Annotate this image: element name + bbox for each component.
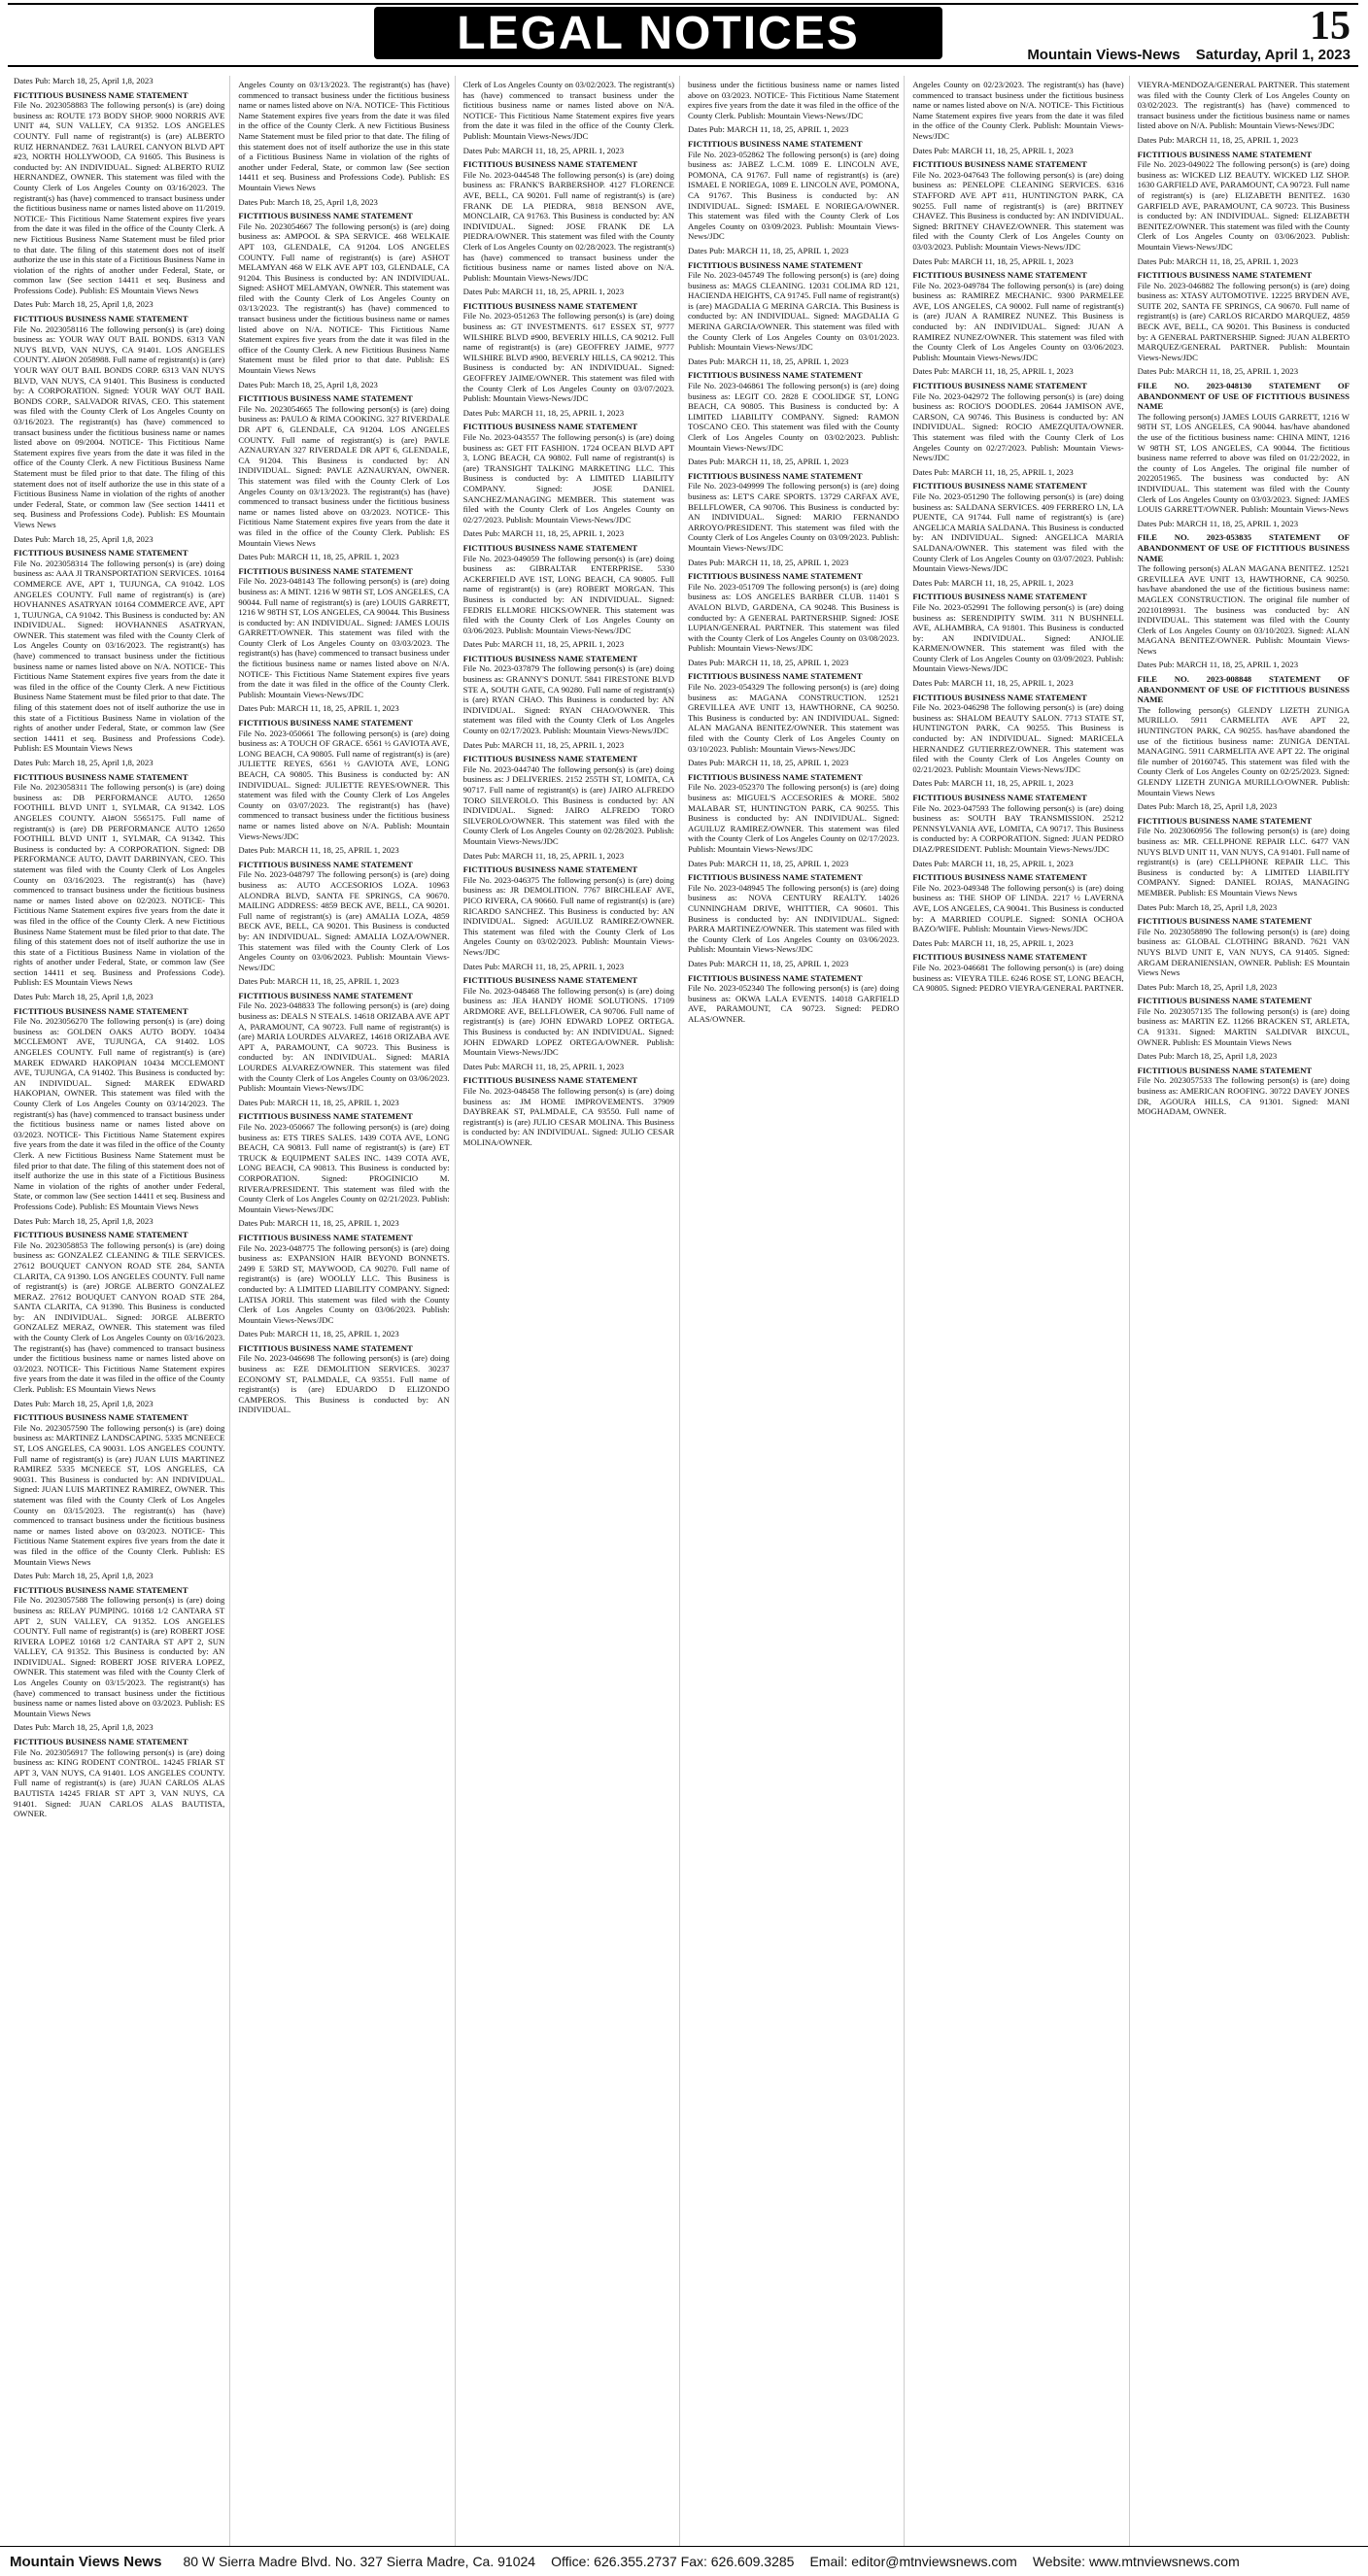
notice-body: File No. 2023-046375 The following person(s) is (are) doing business as: JR DEMOLITION. 7767 BIRCHLEAF AVE, PICO RIVERA, CA 90660. Full name of registrant(s) is (are) RICARDO SANCHEZ. This Business is conducted by: AN INDIVIDUAL. Signed: AGUILUZ RAMIREZ/OWNER. This statement was filed with the County Clerk of Los Angeles County on 03/02/2023. Publish: Mountain Views-News/JDC — [462, 874, 674, 957]
notice-body: File No. 2023057135 The following person(s) is (are) doing business as: MARTIN EZ. 11266 BRACKEN ST, ARLETA, CA 91331. Signed: MARTIN SALDIVAR BIXCUL, OWNER. Publish: ES Mountain Views News — [1137, 1005, 1350, 1047]
notice-heading: FICTITIOUS BUSINESS NAME STATEMENT — [912, 381, 1087, 391]
notice-heading: FICTITIOUS BUSINESS NAME STATEMENT — [1137, 1065, 1313, 1075]
notice-heading: FILE NO. 2023-048130 STATEMENT OF ABANDONMENT OF USE OF FICTITIOUS BUSINESS NAME — [1137, 381, 1350, 412]
notice-body: File No. 2023-037879 The following person(s) is (are) doing business as: GRANNY'S DONUT. 5841 FIRESTONE BLVD STE A, SOUTH GATE, CA 90280. Full name of registrant(s) is (are) RYAN CHAO. This Business is conducted by: AN INDIVIDUAL. Signed: RYAN CHAO/OWNER. This statement was filed with the County Clerk of Los Angeles County on 02/17/2023. Publish: Mountain Views-News/JDC — [462, 663, 674, 736]
notice-dates: Dates Pub: MARCH 11, 18, 25, APRIL 1, 2023 — [238, 1218, 399, 1229]
notice-heading: FICTITIOUS BUSINESS NAME STATEMENT — [14, 314, 188, 324]
notice-heading: FICTITIOUS BUSINESS NAME STATEMENT — [14, 771, 188, 782]
notice-heading: FICTITIOUS BUSINESS NAME STATEMENT — [14, 548, 188, 559]
notice-dates: Dates Pub: MARCH 11, 18, 25, APRIL 1, 2023 — [238, 976, 399, 987]
notice-column-3 — [463, 76, 680, 2546]
notice-heading: FICTITIOUS BUSINESS NAME STATEMENT — [687, 671, 863, 682]
legal-notice — [238, 80, 449, 193]
notice-heading: FICTITIOUS BUSINESS NAME STATEMENT — [687, 470, 863, 481]
notice-heading: FICTITIOUS BUSINESS NAME STATEMENT — [14, 1005, 188, 1016]
notice-body: File No. 2023058116 The following person(s) is (are) doing business as: YOUR WAY OUT BAIL BONDS. 6313 VAN NUYS BLVD, VAN NUYS, CA 91401. LOS ANGELES COUNTY. AI#ON 2058988. Full name of registrant(s) is (are) YOUR WAY OUT BAIL BONDS CORP. 6313 VAN NUYS BLVD, VAN NUYS, CA 91401. This Business is conducted by: A CORPORATION. Signed: YOUR WAY OUT BAIL BONDS CORP., SALVADOR RIVAS, CEO. This statement was filed with the County Clerk of Los Angeles County on 03/16/2023. The registrant(s) has (have) commenced to transact business under the fictitious business name or names listed above on 09/2004. NOTICE- This Fictitious Name Statement expires five years from the date it was filed in the office of the County Clerk. A new Fictitious Business Name Statement must be filed prior to that date. The filing of this statement does not of itself authorize the use in this state of a Fictitious Business Name in violation of the rights of another under Federal, State, or common law (See section 14411 et seq. Business and Professions Code). Publish: ES Mountain Views News — [14, 323, 225, 529]
notice-heading: FICTITIOUS BUSINESS NAME STATEMENT — [687, 771, 863, 782]
legal-notice — [463, 740, 674, 847]
legal-notice — [238, 703, 449, 841]
notice-dates: Dates Pub: MARCH 11, 18, 25, APRIL 1, 2023 — [238, 1097, 399, 1107]
legal-notice — [463, 408, 674, 525]
notice-body: File No. 2023-045749 The following person(s) is (are) doing business as: MAGS CLEANING. 12031 COLIMA RD 121, HACIENDA HEIGHTS, CA 91745. Full name of registrant(s) is (are) MAGDALIA G MERINA GARCIA. This Business is conducted by: AN INDIVIDUAL. Signed: MAGDALIA G MERINA GARCIA/OWNER. This statement was filed with the County Clerk of Los Angeles County on 03/01/2023. Publish: Mountain Views-News/JDC — [687, 270, 900, 353]
legal-notice — [1138, 1051, 1350, 1117]
notice-heading: FICTITIOUS BUSINESS NAME STATEMENT — [462, 1075, 638, 1086]
legal-notice — [1138, 660, 1350, 797]
footer-publication-name: Mountain Views News — [10, 2553, 162, 2570]
notice-body: File No. 2023-054329 The following person(s) is (are) doing business as: MAGANA CONSTRUCTION. 12521 GREVILLEA AVE UNIT 13, HAWTHORNE, CA 90250. This Business is conducted by: AN INDIVIDUAL. Signed: ALAN MAGANA BENITEZ/OWNER. This statement was filed with the County Clerk of Los Angeles County on 03/10/2023. Publish: Mountain Views-News/JDC — [687, 682, 900, 754]
notice-dates: Dates Pub: MARCH 11, 18, 25, APRIL 1, 2023 — [462, 528, 625, 539]
legal-notice — [238, 976, 449, 1094]
notice-heading: FICTITIOUS BUSINESS NAME STATEMENT — [912, 692, 1087, 702]
legal-notice — [14, 534, 224, 754]
notice-body: File No. 2023058890 The following person(s) is (are) doing business as: GLOBAL CLOTHING BRAND. 7621 VAN NUYS BLVD UNIT E, VAN NUYS, CA 91405. Signed: ARGAM DERANIENSIAN, OWNER. Publish: ES Mountain Views News — [1137, 926, 1350, 978]
notice-dates: Dates Pub: MARCH 11, 18, 25, APRIL 1, 2023 — [238, 552, 399, 562]
page-number: 15 — [1310, 4, 1351, 49]
notice-dates: Dates Pub: MARCH 11, 18, 25, APRIL 1, 2023 — [912, 145, 1074, 155]
legal-notice — [238, 845, 449, 972]
legal-notice — [688, 758, 899, 854]
legal-notice — [14, 1399, 224, 1568]
notice-dates: Dates Pub: MARCH 11, 18, 25, APRIL 1, 2023 — [462, 850, 625, 861]
notice-heading: FICTITIOUS BUSINESS NAME STATEMENT — [1137, 149, 1313, 159]
notice-body: File No. 2023-052991 The following person(s) is (are) doing business as: SERENDIPITY SWIM. 311 N BUSHNELL AVE, ALHAMBRA, CA 91801. This Business is conducted by: AN INDIVIDUAL. Signed: ANJOLIE KARMEN/OWNER. This statement was filed with the County Clerk of Los Angeles County on 03/09/2023. Publish: Mountain Views-News/JDC — [912, 601, 1124, 674]
notice-body: The following person(s) GLENDY LIZETH ZUNIGA MURILLO. 5911 CARMELITA AVE APT 22, HUNTINGTON PARK, CA 90255. has/have abandoned the use of the fictitious business name: ZUNIGA DENTAL MANAGING. 5911 CARMELITA AVE APT 22. The original file number of 20160745. This statement was filed with the County Clerk of Los Angeles County on 02/25/2023. Signed: GLENDY LIZETH ZUNIGA MURILLO/OWNER. Publish: Mountain Views News — [1137, 704, 1350, 797]
notice-body: File No. 2023056917 The following person(s) is (are) doing business as: KING RODENT CONTROL. 14245 FRIAR ST APT 3, VAN NUYS, CA 91401. LOS ANGELES COUNTY. Full name of registrant(s) is (are) JUAN CARLOS ALAS BAUTISTA 14245 FRIAR ST APT 3, VAN NUYS, CA 91401. Signed: JUAN CARLOS ALAS BAUTISTA, OWNER. — [14, 1746, 225, 1819]
notice-dates: Dates Pub: March 18, 25, April 1,8, 2023 — [14, 1398, 154, 1408]
footer-website[interactable]: Website: www.mtnviewsnews.com — [1032, 2554, 1240, 2569]
legal-notice — [238, 552, 449, 699]
notice-columns — [14, 76, 1354, 2546]
notice-dates: Dates Pub: March 18, 25, April 1,8, 2023 — [238, 379, 378, 390]
notice-heading: FICTITIOUS BUSINESS NAME STATEMENT — [687, 370, 863, 381]
notice-dates: Dates Pub: MARCH 11, 18, 25, APRIL 1, 2023 — [462, 1061, 625, 1071]
notice-heading: FICTITIOUS BUSINESS NAME STATEMENT — [912, 952, 1087, 963]
legal-notice — [912, 859, 1123, 934]
legal-notice — [912, 578, 1123, 674]
notice-dates: Dates Pub: March 18, 25, April 1,8, 2023 — [14, 1722, 154, 1733]
notice-heading: FILE NO. 2023-053835 STATEMENT OF ABANDONMENT OF USE OF FICTITIOUS BUSINESS NAME — [1137, 532, 1350, 563]
notice-heading: FICTITIOUS BUSINESS NAME STATEMENT — [912, 159, 1087, 170]
notice-body: File No. 2023-052370 The following person(s) is (are) doing business as: MIGUEL'S ACCESORIES & MORE. 5802 MALABAR ST, HUNTINGTON PARK, CA 90255. This Business is conducted by: AN INDIVIDUAL. Signed: AGUILUZ RAMIREZ/OWNER. This statement was filed with the County Clerk of Los Angeles County on 02/17/2023. Publish: Mountain Views-News/JDC — [687, 782, 900, 854]
notice-dates: Dates Pub: MARCH 11, 18, 25, APRIL 1, 2023 — [462, 961, 625, 971]
issue-date: Saturday, April 1, 2023 — [1195, 47, 1351, 63]
legal-notice — [463, 80, 674, 142]
notice-body: File No. 2023-052340 The following person(s) is (are) doing business as: OKWA LALA EVENTS. 14018 GARFIELD AVE, PARAMOUNT, CA 90723. Signed: PEDRO ALAS/OWNER. — [687, 983, 900, 1024]
notice-heading: FICTITIOUS BUSINESS NAME STATEMENT — [687, 972, 863, 983]
notice-dates: Dates Pub: MARCH 11, 18, 25, APRIL 1, 2023 — [462, 145, 625, 155]
notice-body: VIEYRA-MENDOZA/GENERAL PARTNER. This statement was filed with the County Clerk of Los Angeles County on 03/02/2023. The registrant(s) has (have) commenced to transact business under the fictitious business name or names listed above on N/A. Publish: Mountain Views-News/JDC — [1137, 80, 1350, 131]
notice-body: Clerk of Los Angeles County on 03/02/2023. The registrant(s) has (have) commenced to transact business under the fictitious business name or names listed above on N/A. NOTICE- This Fictitious Name Statement expires five years from the date it was filed in the office of the County Clerk. Publish: Mountain Views-News/JDC — [462, 80, 674, 141]
notice-heading: FILE NO. 2023-008848 STATEMENT OF ABANDONMENT OF USE OF FICTITIOUS BUSINESS NAME — [1137, 674, 1350, 705]
notice-body: File No. 2023-046298 The following person(s) is (are) doing business as: SHALOM BEAUTY SALON. 7713 STATE ST, HUNTINGTON PARK, CA 90255. This Business is conducted by: AN INDIVIDUAL. Signed: MARICELA HERNANDEZ GUTIERREZ/OWNER. This statement was filed with the County Clerk of Los Angeles County on 02/21/2023. Publish: Mountain Views-News/JDC — [912, 702, 1124, 774]
notice-dates: Dates Pub: MARCH 11, 18, 25, APRIL 1, 2023 — [1137, 660, 1299, 670]
notice-dates: Dates Pub: MARCH 11, 18, 25, APRIL 1, 2023 — [1137, 255, 1299, 266]
notice-heading: FICTITIOUS BUSINESS NAME STATEMENT — [238, 990, 413, 1000]
notice-body: File No. 2023060956 The following person(s) is (are) doing business as: MR. CELLPHONE REPAIR LLC. 6477 VAN NUYS BLVD UNIT 11, VAN NUYS, CA 91401. Full name of registrant(s) is (are) CELLPHONE REPAIR LLC. This Business is conducted by: A LIMITED LIABILITY COMPANY. Signed: DANIEL ROJAS, MANAGING MEMBER. Publish: ES Mountain Views News — [1137, 826, 1350, 898]
notice-heading: FICTITIOUS BUSINESS NAME STATEMENT — [238, 859, 413, 869]
legal-notice — [238, 1098, 449, 1215]
notice-dates: Dates Pub: MARCH 11, 18, 25, APRIL 1, 2023 — [687, 958, 849, 968]
notice-heading: FICTITIOUS BUSINESS NAME STATEMENT — [1137, 996, 1313, 1006]
notice-heading: FICTITIOUS BUSINESS NAME STATEMENT — [462, 864, 638, 875]
section-title-box — [374, 7, 942, 59]
notice-heading: FICTITIOUS BUSINESS NAME STATEMENT — [238, 1111, 413, 1122]
notice-body: File No. 2023-049348 The following person(s) is (are) doing business as: THE SHOP OF LINDA. 2217 ½ LAVERNA AVE, LOS ANGELES, CA 90041. This Business is conducted by: A MARRIED COUPLE. Signed: SONIA OCHOA BAZO/WIFE. Publish: Mountain Views-News/JDC — [912, 882, 1124, 934]
notice-body: File No. 2023-052862 The following person(s) is (are) doing business as: JABEZ L.C.M. 1089 E. LINCOLN AVE, POMONA, CA 91767. Full name of registrant(s) is (are) ISMAEL E NORIEGA, 1089 E. LINCOLN AVE, POMONA, CA 91767. This Business is conducted by: AN INDIVIDUAL. Signed: ISMAEL E NORIEGA/OWNER. This statement was filed with the County Clerk of Los Angeles County on 03/09/2023. Publish: Mountain Views-News/JDC — [687, 149, 900, 242]
notice-heading: FICTITIOUS BUSINESS NAME STATEMENT — [687, 571, 863, 582]
notice-dates: Dates Pub: MARCH 11, 18, 25, APRIL 1, 2023 — [912, 778, 1074, 789]
notice-column-1 — [14, 76, 230, 2546]
notice-body: File No. 2023058314 The following person(s) is (are) doing business as: AAA JI TRANSPORTATION SERVICES. 10164 COMMERCE AVE, APT 1, TUJUNGA, CA 91042. LOS ANGELES COUNTY. Full name of registrant(s) is (are) HOVHANNES ASATRYAN 10164 COMMERCE AVE, APT 1, TUJUNGA, CA 91042. This Business is conducted by: AN INDIVIDUAL. Signed: HOVHANNES ASATRYAN, OWNER. This statement was filed with the County Clerk of Los Angeles County on 03/16/2023. The registrant(s) has (have) commenced to transact business under the fictitious business name or names listed above on N/A. NOTICE- This Fictitious Name Statement expires five years from the date it was filed in the office of the County Clerk. A new Fictitious Business Name Statement must be filed prior to that date. The filing of this statement does not of itself authorize the use in this state of a Fictitious Business Name in violation of the rights of another under Federal, State, or common law (See section 14411 et seq. Business and Professions Code). Publish: ES Mountain Views News — [14, 558, 225, 754]
legal-notice — [463, 851, 674, 958]
notice-dates: Dates Pub: MARCH 11, 18, 25, APRIL 1, 2023 — [1137, 366, 1299, 377]
notice-body: File No. 2023-046882 The following person(s) is (are) doing business as: XTASY AUTOMOTIVE. 12225 BRYDEN AVE, SUITE 202, SANTA FE SPRINGS, CA 90670. Full name of registrant(s) is (are) CARLOS RICARDO MARQUEZ, 4859 BECK AVE, BELL, CA 90201. This Business is conducted by: A GENERAL PARTNERSHIP. Signed: JUAN ALBERTO MARQUEZ/GENERAL PARTNER. Publish: Mountain Views-News/JDC — [1137, 280, 1350, 362]
notice-dates: Dates Pub: MARCH 11, 18, 25, APRIL 1, 2023 — [912, 937, 1074, 948]
notice-heading: FICTITIOUS BUSINESS NAME STATEMENT — [912, 481, 1087, 491]
notice-body: File No. 2023-047643 The following person(s) is (are) doing business as: PENELOPE CLEANING SERVICES. 6316 STAFFORD AVE APT #11, HUNTINGTON PARK, CA 90255. Full name of registrant(s) is (are) BRITNEY CHAVEZ. This Business is conducted by: AN INDIVIDUAL. Signed: BRITNEY CHAVEZ/OWNER. This statement was filed with the County Clerk of Los Angeles County on 03/03/2023. Publish: Mountain Views-News/JDC — [912, 169, 1124, 252]
legal-notice — [688, 80, 899, 120]
legal-notice — [912, 80, 1123, 142]
notice-body: File No. 2023-047593 The following person(s) is (are) doing business as: SOUTH BAY TRANSMISSION. 25212 PENNSYLVANIA AVE, LOMITA, CA 90717. This Business is conducted by: A CORPORATION. Signed: JUAN PEDRO DIAZ/PRESIDENT. Publish: Mountain Views-News/JDC — [912, 802, 1124, 854]
notice-dates: Dates Pub: MARCH 11, 18, 25, APRIL 1, 2023 — [1137, 518, 1299, 528]
notice-heading: FICTITIOUS BUSINESS NAME STATEMENT — [687, 138, 863, 149]
legal-notice — [912, 778, 1123, 854]
notice-heading: FICTITIOUS BUSINESS NAME STATEMENT — [1137, 815, 1313, 826]
notice-dates: Dates Pub: March 18, 25, April 1,8, 2023 — [1137, 901, 1278, 912]
notice-heading: FICTITIOUS BUSINESS NAME STATEMENT — [462, 975, 638, 986]
notice-body: File No. 2023-048143 The following person(s) is (are) doing business as: A MINT. 1216 W 98TH ST, LOS ANGELES, CA 90044. Full name of registrant(s) is (are) LOUIS GARRETT, 1216 W 98TH ST, LOS ANGELES, CA 90044. This Business is conducted by: AN INDIVIDUAL. Signed: JAMES LOUIS GARRETT/OWNER. This statement was filed with the County Clerk of Los Angeles County on 03/03/2023. The registrant(s) has (have) commenced to transact business under the fictitious business name or names listed above on N/A. NOTICE- This Fictitious Name Statement expires five years from the date it was filed in the office of the County Clerk. Publish: Mountain Views-News/JDC — [238, 576, 450, 699]
notice-body: File No. 2023-046681 The following person(s) is (are) doing business as: VIEYRA TILE. 6246 ROSE ST, LONG BEACH, CA 90805. Signed: PEDRO VIEYRA/GENERAL PARTNER. — [912, 962, 1124, 994]
notice-heading: FICTITIOUS BUSINESS NAME STATEMENT — [912, 872, 1087, 883]
notice-heading: FICTITIOUS BUSINESS NAME STATEMENT — [14, 1584, 188, 1595]
section-title: LEGAL NOTICES — [457, 7, 860, 59]
notice-heading: FICTITIOUS BUSINESS NAME STATEMENT — [1137, 270, 1313, 281]
legal-notice — [14, 758, 224, 988]
legal-notice — [463, 287, 674, 404]
notice-dates: Dates Pub: MARCH 11, 18, 25, APRIL 1, 2023 — [912, 255, 1074, 266]
legal-notice — [238, 380, 449, 549]
notice-dates: Dates Pub: MARCH 11, 18, 25, APRIL 1, 2023 — [687, 124, 849, 135]
notice-body: File No. 2023-044740 The following person(s) is (are) doing business as: J DELIVERIES. 2152 255TH ST, LOMITA, CA 90717. Full name of registrant(s) is (are) JAIRO ALFREDO TORO SILVEROLO. This Business is conducted by: AN INDIVIDUAL. Signed: JAIRO ALFREDO TORO SILVEROLO/OWNER. This statement was filed with the County Clerk of Los Angeles County on 02/28/2023. Publish: Mountain Views-News/JDC — [462, 763, 674, 846]
notice-dates: Dates Pub: MARCH 11, 18, 25, APRIL 1, 2023 — [687, 245, 849, 255]
legal-notice — [238, 1329, 449, 1415]
notice-body: File No. 2023-046861 The following person(s) is (are) doing business as: LEGIT CO. 2828 E COOLIDGE ST, LONG BEACH, CA 90805. This Business is conducted by: A LIMITED LIABILITY COMPANY. Signed: RAMON TOSCANO CEO. This statement was filed with the County Clerk of Los Angeles County on 03/02/2023. Publish: Mountain Views-News/JDC — [687, 381, 900, 453]
notice-heading: FICTITIOUS BUSINESS NAME STATEMENT — [238, 211, 413, 221]
notice-heading: FICTITIOUS BUSINESS NAME STATEMENT — [462, 159, 638, 170]
notice-column-4 — [688, 76, 905, 2546]
notice-dates: Dates Pub: March 18, 25, April 1,8, 2023 — [14, 76, 154, 85]
notice-body: business under the fictitious business name or names listed above on 03/2023. NOTICE- This Fictitious Name Statement expires five years from the date it was filed in the office of the County Clerk. Publish: Mountain Views-News/JDC — [687, 80, 900, 120]
notice-body: File No. 2023-044548 The following person(s) is (are) doing business as: FRANK'S BARBERSHOP. 4127 FLORENCE AVE, BELL, CA 90201. Full name of registrant(s) is (are) FRANK DE LA PIEDRA, 9818 BENSON AVE, MONCLAIR, CA 91763. This Business is conducted by: AN INDIVIDUAL. Signed: JOSE FRANK DE LA PIEDRA/OWNER. This statement was filed with the County Clerk of Los Angeles County on 02/28/2023. The registrant(s) has (have) commenced to transact business under the fictitious business name or names listed above on N/A. Publish: Mountain Views-News/JDC — [462, 169, 674, 283]
notice-body: File No. 2023054667 The following person(s) is (are) doing business as: AMPOOL & SPA SERVICE. 468 WELKAIE APT 103, GLENDALE, CA 91204. LOS ANGELES COUNTY. Full name of registrant(s) is (are) ASHOT MELAMYAN 468 W ELK AVE APT 103, GLENDALE, CA 91204. This Business is conducted by: AN INDIVIDUAL. Signed: ASHOT MELAMYAN, OWNER. This statement was filed with the County Clerk of Los Angeles County on 03/13/2023. The registrant(s) has (have) commenced to transact business under the fictitious business name or names listed above on N/A. NOTICE- This Fictitious Name Statement expires five years from the date it was filed in the office of the County Clerk. A new Fictitious Business Name Statement must be filed prior to that date. Publish: ES Mountain Views News — [238, 220, 450, 376]
notice-body: Angeles County on 02/23/2023. The registrant(s) has (have) commenced to transact business under the fictitious business name or names listed above on N/A. NOTICE- This Fictitious Name Statement expires five years from the date it was filed in the office of the County Clerk. Publish: Mountain Views-News/JDC — [912, 80, 1124, 141]
notice-dates: Dates Pub: MARCH 11, 18, 25, APRIL 1, 2023 — [912, 466, 1074, 477]
legal-notice — [1138, 135, 1350, 253]
notice-heading: FICTITIOUS BUSINESS NAME STATEMENT — [687, 259, 863, 270]
notice-heading: FICTITIOUS BUSINESS NAME STATEMENT — [462, 300, 638, 311]
legal-notice — [463, 146, 674, 284]
legal-notice — [1138, 519, 1350, 657]
notice-body: File No. 2023-049999 The following person(s) is (are) doing business as: LET'S CARE SPORTS. 13729 CARFAX AVE, BELLFLOWER, CA 90706. This Business is conducted by: AN INDIVIDUAL. Signed: MARIO FERNANDO ARROYO/PRESIDENT. This statement was filed with the County Clerk of Los Angeles County on 03/09/2023. Publish: Mountain Views-News/JDC — [687, 481, 900, 553]
legal-notice — [688, 859, 899, 955]
legal-notice — [688, 457, 899, 553]
legal-notice — [912, 467, 1123, 574]
notice-column-2 — [238, 76, 455, 2546]
notice-dates: Dates Pub: MARCH 11, 18, 25, APRIL 1, 2023 — [687, 657, 849, 667]
notice-body: File No. 2023056270 The following person(s) is (are) doing business as: GOLDEN OAKS AUTO BODY. 10434 MCCLEMONT AVE, TUJUNGA, CA 91402. LOS ANGELES COUNTY. Full name of registrant(s) is (are) MAREK EDWARD HAKOPIAN 10434 MCCLEMONT AVE, TUJUNGA, CA 91402. This Business is conducted by: AN INDIVIDUAL. Signed: MAREK EDWARD HAKOPIAN, OWNER. This statement was filed with the County Clerk of Los Angeles County on 03/14/2023. The registrant(s) has (have) commenced to transact business under the fictitious business name or names listed above on 03/2023. NOTICE- This Fictitious Name Statement expires five years from the date it was filed in the office of the County Clerk. A new Fictitious Business Name Statement must be filed prior to that date. The filing of this statement does not of itself authorize the use in this state of a Fictitious Business Name in violation of the rights of another under Federal, State, or common law (See section 14411 et seq. Business and Professions Code). Publish: ES Mountain Views News — [14, 1016, 225, 1211]
notice-heading: FICTITIOUS BUSINESS NAME STATEMENT — [238, 565, 413, 576]
notice-column-6 — [1138, 76, 1354, 2546]
notice-body: File No. 2023058853 The following person(s) is (are) doing business as: GONZALEZ CLEANING & TILE SERVICES. 27612 BOUQUET CANYON ROAD STE 284, SANTA CLARITA, CA 91390. LOS ANGELES COUNTY. Full name of registrant(s) is (are) JORGE ALBERTO GONZALEZ MERAZ. 27612 BOUQUET CANYON ROAD STE 284, SANTA CLARITA, CA 91390. This Business is conducted by: AN INDIVIDUAL. Signed: JORGE ALBERTO GONZALEZ MERAZ, OWNER. This statement was filed with the County Clerk of Los Angeles County on 03/16/2023. The registrant(s) has (have) commenced to transact business under the fictitious business name or names listed above on 03/2023. NOTICE- This Fictitious Name Statement expires five years from the date it was filed in the office of the County Clerk. Publish: ES Mountain Views News — [14, 1239, 225, 1395]
legal-notice — [14, 1722, 224, 1818]
notice-body: File No. 2023-051263 The following person(s) is (are) doing business as: GT INVESTMENTS. 617 ESSEX ST, 9777 WILSHIRE BLVD #900, BEVERLY HILLS, CA 90212. Full name of registrant(s) is (are) GEOFFREY JAIME, 9777 WILSHIRE BLVD #900, BEVERLY HILLS, CA 90212. This Business is conducted by: AN INDIVIDUAL. Signed: GEOFFREY JAIME/OWNER. This statement was filed with the County Clerk of Los Angeles County on 03/07/2023. Publish: Mountain Views-News/JDC — [462, 311, 674, 404]
legal-notice — [14, 299, 224, 529]
notice-dates: Dates Pub: March 18, 25, April 1,8, 2023 — [14, 1571, 154, 1581]
notice-body: File No. 2023054665 The following person(s) is (are) doing business as: PAULO & RIMA COOKING. 327 RIVERDALE DR APT 6, GLENDALE, CA 91204. LOS ANGELES COUNTY. Full name of registrant(s) is (are) PAVLE AZNAURYAN 327 RIVERDALE DR APT 6, GLENDALE, CA 91204. This Business is conducted by: AN INDIVIDUAL. Signed: PAVLE AZNAURYAN, OWNER. This statement was filed with the County Clerk of Los Angeles County on 03/13/2023. The registrant(s) has (have) commenced to transact business under the fictitious business name or names listed above on 03/2023. NOTICE- This Fictitious Name Statement expires five years from the date it was filed in the office of the County Clerk. Publish: ES Mountain Views News — [238, 403, 450, 548]
notice-body: File No. 2023-049784 The following person(s) is (are) doing business as: RAMIREZ MECHANIC. 9300 PARMELEE AVE, LOS ANGELES, CA 90002. Full name of registrant(s) is (are) JUAN A RAMIREZ NUNEZ. This Business is conducted by: AN INDIVIDUAL. Signed: JUAN A RAMIREZ NUNEZ/OWNER. This statement was filed with the County Clerk of Los Angeles County on 03/06/2023. Publish: Mountain Views-News/JDC — [912, 280, 1124, 362]
notice-dates: Dates Pub: MARCH 11, 18, 25, APRIL 1, 2023 — [687, 457, 849, 467]
notice-dates: Dates Pub: March 18, 25, April 1,8, 2023 — [1137, 1051, 1278, 1062]
footer-phone: Office: 626.355.2737 Fax: 626.609.3285 — [551, 2554, 795, 2569]
notice-dates: Dates Pub: MARCH 11, 18, 25, APRIL 1, 2023 — [462, 639, 625, 650]
notice-body: File No. 2023-043557 The following person(s) is (are) doing business as: GET FIT FASHION. 1724 OCEAN BLVD APT 3, LONG BEACH, CA 90802. Full name of registrant(s) is (are) TRANSIGHT TALKING MARKETING LLC. This Business is conducted by: A LIMITED LIABILITY COMPANY. Signed: JOSE DANIEL SANCHEZ/MANAGING MEMBER. This statement was filed with the County Clerk of Los Angeles County on 02/27/2023. Publish: Mountain Views-News/JDC — [462, 432, 674, 525]
notice-column-5 — [912, 76, 1129, 2546]
legal-notice — [688, 356, 899, 453]
legal-notice — [14, 1216, 224, 1395]
notice-heading: FICTITIOUS BUSINESS NAME STATEMENT — [14, 89, 188, 100]
notice-dates: Dates Pub: MARCH 11, 18, 25, APRIL 1, 2023 — [462, 407, 625, 418]
notice-dates: Dates Pub: MARCH 11, 18, 25, APRIL 1, 2023 — [238, 845, 399, 856]
legal-notice — [912, 678, 1123, 774]
notice-heading: FICTITIOUS BUSINESS NAME STATEMENT — [14, 1230, 188, 1240]
page-footer — [0, 2546, 1368, 2576]
legal-notice — [463, 528, 674, 635]
footer-email[interactable]: Email: editor@mtnviewsnews.com — [809, 2554, 1017, 2569]
notice-body: File No. 2023-048468 The following person(s) is (are) doing business as: JEA HANDY HOME SOLUTIONS. 17109 ARDMORE AVE, BELLFLOWER, CA 90706. Full name of registrant(s) is (are) JOHN EDWARD LOPEZ ORTEGA. This Business is conducted by: AN INDIVIDUAL. Signed: JOHN EDWARD LOPEZ ORTEGA/OWNER. Publish: Mountain Views-News/JDC — [462, 985, 674, 1058]
notice-heading: FICTITIOUS BUSINESS NAME STATEMENT — [462, 653, 638, 663]
legal-notice — [1138, 902, 1350, 978]
notice-heading: FICTITIOUS BUSINESS NAME STATEMENT — [462, 542, 638, 553]
notice-dates: Dates Pub: MARCH 11, 18, 25, APRIL 1, 2023 — [912, 678, 1074, 689]
notice-body: File No. 2023057590 The following person(s) is (are) doing business as: MARTINEZ LANDSCAPING. 5335 MCNEECE ST, LOS ANGELES, CA 90031. LOS ANGELES COUNTY. Full name of registrant(s) is (are) JUAN LUIS MARTINEZ RAMIREZ 5335 MCNEECE ST, LOS ANGELES, CA 90031. This Business is conducted by: AN INDIVIDUAL. Signed: JUAN LUIS MARTINEZ RAMIREZ, OWNER. This statement was filed with the County Clerk of Los Angeles County on 03/15/2023. The registrant(s) has (have) commenced to transact business under the fictitious business name or names listed above on 03/2023. NOTICE- This Fictitious Name Statement expires five years from the date it was filed in the office of the County Clerk. Publish: ES Mountain Views News — [14, 1422, 225, 1567]
notice-body: File No. 2023058311 The following person(s) is (are) doing business as: DB PERFORMANCE AUTO. 12650 FOOTHILL BLVD UNIT 1, SYLMAR, CA 91342. LOS ANGELES COUNTY. AI#ON 5565175. Full name of registrant(s) is (are) DB PERFORMANCE AUTO 12650 FOOTHILL BLVD UNIT 1, SYLMAR, CA 91342. This Business is conducted by: A CORPORATION. Signed: DB PERFORMANCE AUTO, DAVIT DARBINYAN, CEO. This statement was filed with the County Clerk of Los Angeles County on 03/16/2023. The registrant(s) has (have) commenced to transact business under the fictitious business name or names listed above on 02/2023. NOTICE- This Fictitious Name Statement expires five years from the date it was filed in the office of the County Clerk. A new Fictitious Business Name Statement must be filed prior to that date. The filing of this statement does not of itself authorize the use in this state of a Fictitious Business Name in violation of the rights of another under Federal, State, or common law (See section 14411 et seq. Business and Professions Code). Publish: ES Mountain Views News — [14, 782, 225, 988]
legal-notice — [912, 366, 1123, 462]
legal-notice — [912, 938, 1123, 994]
notice-body: File No. 2023-050661 The following person(s) is (are) doing business as: A TOUCH OF GRACE. 6561 ½ GAVIOTA AVE, LONG BEACH, CA 90805. Full name of registrant(s) is (are) JULIETTE REYES, 6561 ½ GAVIOTA AVE, LONG BEACH, CA 90805. This Business is conducted by: AN INDIVIDUAL. Signed: JULIETTE REYES/OWNER. This statement was filed with the County Clerk of Los Angeles County on 03/07/2023. The registrant(s) has (have) commenced to transact business under the fictitious business name or names listed above on N/A. Publish: Mountain Views-News/JDC — [238, 728, 450, 841]
legal-notice — [688, 658, 899, 754]
notice-body: File No. 2023-048797 The following person(s) is (are) doing business as: AUTO ACCESORIOS LOZA. 10963 ALONDRA BLVD, SANTA FE SPRINGS, CA 90670. MAILING ADDRESS: 4859 BECK AVE, BELL, CA 90201. Full name of registrant(s) is (are) AMALIA LOZA, 4859 BECK AVE, BELL, CA 90201. This Business is conducted by: AN INDIVIDUAL. Signed: AMALIA LOZA/OWNER. This statement was filed with the County Clerk of Los Angeles County on 03/06/2023. Publish: Mountain Views-News/JDC — [238, 869, 450, 972]
notice-dates: Dates Pub: MARCH 11, 18, 25, APRIL 1, 2023 — [687, 557, 849, 567]
notice-dates: Dates Pub: MARCH 11, 18, 25, APRIL 1, 2023 — [1137, 134, 1299, 145]
notice-body: File No. 2023-049022 The following person(s) is (are) doing business as: WICKED LIZ BEAUTY. WICKED LIZ SHOP. 1630 GARFIELD AVE, PARAMOUNT, CA 90723. Full name of registrant(s) is (are) ELIZABETH BENITEZ. 1630 GARFIELD AVE, PARAMOUNT, CA 90723. This Business is conducted by: AN INDIVIDUAL. Signed: ELIZABETH BENITEZ/OWNER. This statement was filed with the County Clerk of Los Angeles County on 03/06/2023. Publish: Mountain Views-News/JDC — [1137, 159, 1350, 252]
notice-heading: FICTITIOUS BUSINESS NAME STATEMENT — [912, 592, 1087, 602]
notice-dates: Dates Pub: MARCH 11, 18, 25, APRIL 1, 2023 — [912, 858, 1074, 868]
legal-notice — [14, 76, 224, 295]
notice-dates: Dates Pub: MARCH 11, 18, 25, APRIL 1, 2023 — [687, 356, 849, 366]
legal-notice — [912, 146, 1123, 253]
notice-body: Angeles County on 03/13/2023. The registrant(s) has (have) commenced to transact business under the fictitious business name or names listed above on N/A. NOTICE- This Fictitious Name Statement expires five years from the date it was filed in the office of the County Clerk. A new Fictitious Business Name Statement must be filed prior to that date. The filing of this statement does not of itself authorize the use in this state of a Fictitious Business Name in violation of the rights of another under Federal, State, or common law (See section 14411 et seq. Business and Professions Code). Publish: ES Mountain Views News — [238, 80, 450, 192]
notice-heading: FICTITIOUS BUSINESS NAME STATEMENT — [238, 1342, 413, 1353]
notice-heading: FICTITIOUS BUSINESS NAME STATEMENT — [462, 754, 638, 764]
notice-heading: FICTITIOUS BUSINESS NAME STATEMENT — [238, 393, 413, 404]
publication-line — [1015, 47, 1351, 63]
notice-dates: Dates Pub: March 18, 25, April 1,8, 2023 — [238, 196, 378, 207]
notice-heading: FICTITIOUS BUSINESS NAME STATEMENT — [462, 422, 638, 432]
publication-name: Mountain Views-News — [1027, 47, 1180, 63]
notice-body: File No. 2023-046698 The following person(s) is (are) doing business as: EZE DEMOLITION SERVICES. 30237 ECONOMY ST, PALMDALE, CA 93551. Full name of registrant(s) is (are) EDUARDO D ELIZONDO CAMPEROS. This Business is conducted by: AN INDIVIDUAL. — [238, 1353, 450, 1415]
notice-body: File No. 2023-048833 The following person(s) is (are) doing business as: DEALS N STEALS. 14618 ORIZABA AVE APT A, PARAMOUNT, CA 90723. Full name of registrant(s) is (are) MARIA LOURDES ALVAREZ, 14618 ORIZABA AVE APT A, PARAMOUNT, CA 90723. This Business is conducted by: AN INDIVIDUAL. Signed: MARIA LOURDES ALVAREZ/OWNER. This statement was filed with the County Clerk of Los Angeles County on 03/06/2023. Publish: Mountain Views-News/JDC — [238, 1000, 450, 1094]
legal-notice — [688, 558, 899, 654]
legal-notice — [14, 992, 224, 1211]
notice-dates: Dates Pub: March 18, 25, April 1,8, 2023 — [14, 299, 154, 310]
notice-body: File No. 2023-049059 The following person(s) is (are) doing business as: GIBRALTAR ENTERPRISE. 5330 ACKERFIELD AVE 1ST, LONG BEACH, CA 90805. Full name of registrant(s) is (are) ROBERT MORGAN. This Business is conducted by: AN INDIVIDUAL. Signed: FEDRIS ELLMORE HICKS/OWNER. This statement was filed with the County Clerk of Los Angeles County on 03/06/2023. Publish: Mountain Views-News/JDC — [462, 553, 674, 635]
legal-notice — [463, 639, 674, 735]
legal-notice — [463, 1062, 674, 1148]
notice-dates: Dates Pub: MARCH 11, 18, 25, APRIL 1, 2023 — [912, 366, 1074, 377]
notice-heading: FICTITIOUS BUSINESS NAME STATEMENT — [1137, 916, 1313, 927]
notice-body: File No. 2023-051709 The following person(s) is (are) doing business as: LOS ANGELES BARBER CLUB. 11401 S AVALON BLVD, GARDENA, CA 90248. This Business is conducted by: A GENERAL PARTNERSHIP. Signed: JOSE LUPIAN/GENERAL PARTNER. This statement was filed with the County Clerk of Los Angeles County on 03/08/2023. Publish: Mountain Views-News/JDC — [687, 581, 900, 654]
notice-dates: Dates Pub: MARCH 11, 18, 25, APRIL 1, 2023 — [462, 287, 625, 297]
notice-body: File No. 2023-048775 The following person(s) is (are) doing business as: EXPANSION HAIR BEYOND BONNETS. 2499 E 53RD ST, MAYWOOD, CA 90270. Full name of registrant(s) is (are) WOOLLY LLC. This Business is conducted by: A LIMITED LIABILITY COMPANY. Signed: LATISA JORIJ. This statement was filed with the County Clerk of Los Angeles County on 03/06/2023. Publish: Mountain Views-News/JDC — [238, 1242, 450, 1325]
notice-body: The following person(s) ALAN MAGANA BENITEZ. 12521 GREVILLEA AVE UNIT 13, HAWTHORNE, CA 90250. has/have abandoned the use of the fictitious business name: MAGLEX CONSTRUCTION. The original file number of 20210189931. The business was conducted by: AN INDIVIDUAL. This statement was filed with the County Clerk of Los Angeles County on 03/10/2023. Signed: ALAN MAGANA BENITEZ/OWNER. Publish: Mountain Views-News — [1137, 563, 1350, 656]
legal-notice — [463, 962, 674, 1058]
legal-notice — [688, 246, 899, 353]
legal-notice — [14, 1571, 224, 1718]
legal-notice — [1138, 801, 1350, 898]
notice-dates: Dates Pub: MARCH 11, 18, 25, APRIL 1, 2023 — [238, 703, 399, 714]
notice-dates: Dates Pub: MARCH 11, 18, 25, APRIL 1, 2023 — [687, 858, 849, 868]
notice-body: File No. 2023-051290 The following person(s) is (are) doing business as: SALDANA SERVICES. 409 FERRERO LN, LA PUENTE, CA 91744. Full name of registrant(s) is (are) ANGELICA MARIA SALDANA. This Business is conducted by: AN INDIVIDUAL. Signed: ANGELICA MARIA SALDANA/OWNER. This statement was filed with the County Clerk of Los Angeles County on 03/07/2023. Publish: Mountain Views-News/JDC — [912, 491, 1124, 574]
notice-body: File No. 2023-042972 The following person(s) is (are) doing business as: ROCIO'S DOODLES. 20644 JAMISON AVE, CARSON, CA 90746. This Business is conducted by: AN INDIVIDUAL. Signed: ROCIO AMEZQUITA/OWNER. This statement was filed with the County Clerk of Los Angeles County on 02/27/2023. Publish: Mountain Views-News/JDC — [912, 390, 1124, 463]
legal-notice — [688, 124, 899, 242]
masthead — [0, 0, 1368, 68]
legal-notice — [1138, 80, 1350, 131]
notice-body: File No. 2023057533 The following person(s) is (are) doing business as: AMERICAN ROOFING. 30722 DAVEY JONES DR, AGOURA HILLS, CA 91301. Signed: MANI MOGHADAM, OWNER. — [1137, 1075, 1350, 1117]
notice-body: File No. 2023-048458 The following person(s) is (are) doing business as: JM HOME IMPROVEMENTS. 37909 DAYBREAK ST, PALMDALE, CA 93550. Full name of registrant(s) is (are) JULIO CESAR MOLINA. This Business is conducted by: AN INDIVIDUAL. Signed: JULIO CESAR MOLINA/OWNER. — [462, 1086, 674, 1147]
notice-dates: Dates Pub: MARCH 11, 18, 25, APRIL 1, 2023 — [462, 739, 625, 750]
notice-body: The following person(s) JAMES LOUIS GARRETT, 1216 W 98TH ST, LOS ANGELES, CA 90044. has/have abandoned the use of the fictitious business name: CHINA MINT, 1216 W 98TH ST, LOS ANGELES, CA 90044. The fictitious business name referred to above was filed on 01/22/2022, in the county of Los Angeles. The original file number of 2022051965. The business was conducted by: AN INDIVIDUAL. This statement was filed with the County Clerk of Los Angeles County on 03/03/2023. Signed: JAMES LOUIS GARRETT/OWNER. Publish: Mountain Views-News — [1137, 411, 1350, 515]
legal-notice — [238, 197, 449, 376]
legal-notice — [238, 1218, 449, 1325]
legal-notice — [1138, 366, 1350, 514]
legal-notice — [1138, 982, 1350, 1048]
notice-dates: Dates Pub: March 18, 25, April 1,8, 2023 — [14, 1215, 154, 1226]
notice-body: File No. 2023-048945 The following person(s) is (are) doing business as: NOVA CENTURY REALTY. 14026 CUNNINGHAM DRIVE, WHITTIER, CA 90601. This Business is conducted by: AN INDIVIDUAL. Signed: PARRA MARTINEZ/OWNER. This statement was filed with the County Clerk of Los Angeles County on 03/06/2023. Publish: Mountain Views-News/JDC — [687, 882, 900, 955]
notice-heading: FICTITIOUS BUSINESS NAME STATEMENT — [238, 718, 413, 729]
legal-notice — [688, 959, 899, 1025]
notice-heading: FICTITIOUS BUSINESS NAME STATEMENT — [912, 270, 1087, 281]
notice-heading: FICTITIOUS BUSINESS NAME STATEMENT — [687, 872, 863, 883]
notice-heading: FICTITIOUS BUSINESS NAME STATEMENT — [912, 793, 1087, 802]
notice-dates: Dates Pub: March 18, 25, April 1,8, 2023 — [14, 758, 154, 767]
legal-notice — [1138, 256, 1350, 363]
notice-dates: Dates Pub: MARCH 11, 18, 25, APRIL 1, 2023 — [238, 1329, 399, 1339]
legal-notice — [912, 256, 1123, 363]
notice-dates: Dates Pub: March 18, 25, April 1,8, 2023 — [1137, 981, 1278, 992]
notice-dates: Dates Pub: MARCH 11, 18, 25, APRIL 1, 2023 — [687, 758, 849, 768]
notice-heading: FICTITIOUS BUSINESS NAME STATEMENT — [14, 1737, 188, 1747]
notice-dates: Dates Pub: March 18, 25, April 1,8, 2023 — [14, 533, 154, 544]
notice-dates: Dates Pub: March 18, 25, April 1,8, 2023 — [14, 992, 154, 1002]
notice-body: File No. 2023058883 The following person(s) is (are) doing business as: ROUTE 173 BODY SHOP. 9000 NORRIS AVE UNIT #4, SUN VALLEY, CA 91352. LOS ANGELES COUNTY. Full name of registrant(s) is (are) ALBERTO RUIZ HERNANDEZ. 7631 LAUREL CANYON BLVD APT #23, NORTH HOLLYWOOD, CA 91605. This Business is conducted by: AN INDIVIDUAL. Signed: ALBERTO RUIZ HERNANDEZ, OWNER. This statement was filed with the County Clerk of Los Angeles County on 03/16/2023. The registrant(s) has (have) commenced to transact business under the fictitious business name or names listed above on 11/2019. NOTICE- This Fictitious Name Statement expires five years from the date it was filed in the office of the County Clerk. A new Fictitious Business Name Statement must be filed prior to that date. The filing of this statement does not of itself authorize the use in this state of a Fictitious Business Name in violation of the rights of another under Federal, State, or common law (See section 14411 et seq. Business and Professions Code). Publish: ES Mountain Views News — [14, 100, 225, 295]
notice-heading: FICTITIOUS BUSINESS NAME STATEMENT — [14, 1412, 188, 1423]
notice-heading: FICTITIOUS BUSINESS NAME STATEMENT — [238, 1232, 413, 1242]
footer-address: 80 W Sierra Madre Blvd. No. 327 Sierra Madre, Ca. 91024 — [183, 2554, 536, 2569]
notice-body: File No. 2023057588 The following person(s) is (are) doing business as: RELAY PUMPING. 10168 1/2 CANTARA ST APT 2, SUN VALLEY, CA 91352. LOS ANGELES COUNTY. Full name of registrant(s) is (are) ROBERT JOSE RIVERA LOPEZ 10168 1/2 CANTARA ST APT 2, SUN VALLEY, CA 91352. This Business is conducted by: AN INDIVIDUAL. Signed: ROBERT JOSE RIVERA LOPEZ, OWNER. This statement was filed with the County Clerk of Los Angeles County on 03/15/2023. The registrant(s) has (have) commenced to transact business under the fictitious business name or names listed above on 03/2023. Publish: ES Mountain Views News — [14, 1595, 225, 1718]
notice-dates: Dates Pub: MARCH 11, 18, 25, APRIL 1, 2023 — [912, 577, 1074, 588]
notice-dates: Dates Pub: March 18, 25, April 1,8, 2023 — [1137, 801, 1278, 812]
notice-body: File No. 2023-050667 The following person(s) is (are) doing business as: ETS TIRES SALES. 1439 COTA AVE, LONG BEACH, CA 90813. Full name of registrant(s) is (are) ET TRUCK & EQUIPMENT SALES INC. 1439 COTA AVE, LONG BEACH, CA 90813. This Business is conducted by: CORPORATION. Signed: PROGINICIO M. RIVERA/PRESIDENT. This statement was filed with the County Clerk of Los Angeles County on 02/21/2023. Publish: Mountain Views-News/JDC — [238, 1122, 450, 1214]
